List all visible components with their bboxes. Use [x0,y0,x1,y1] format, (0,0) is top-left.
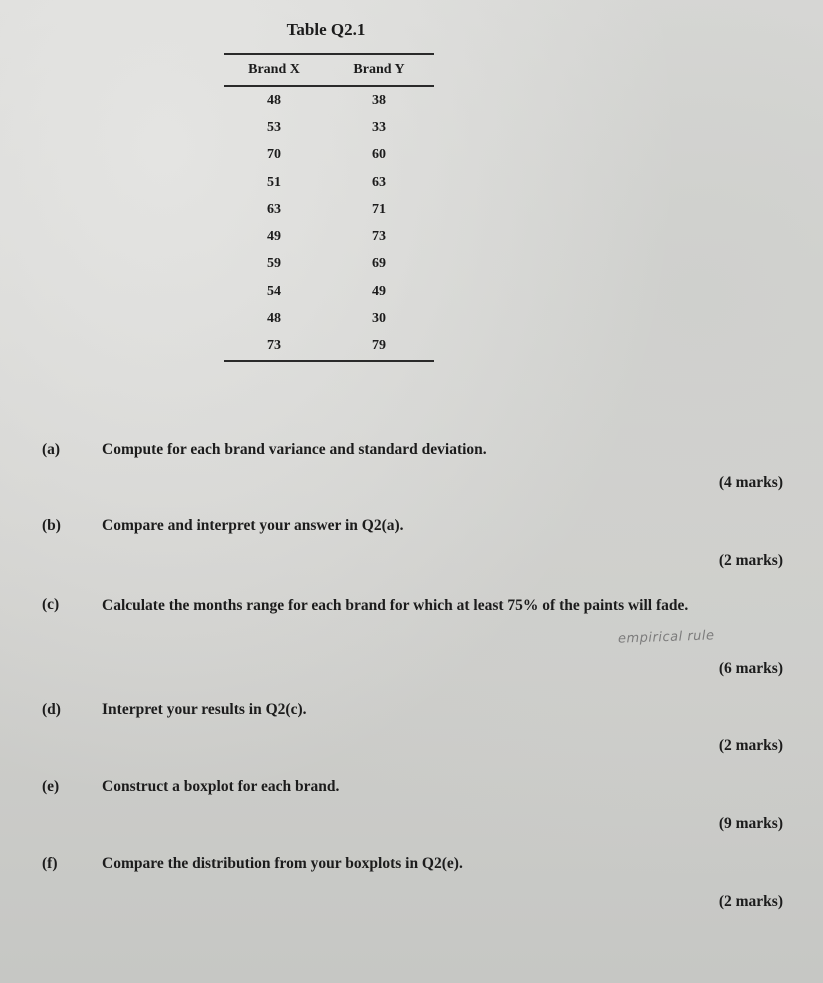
table-caption: Table Q2.1 [286,20,366,39]
question-label: (a) [42,441,61,458]
question-text: Compute for each brand variance and standard deviation. [102,441,487,458]
cell-brand-y: 33 [372,119,386,135]
question-label: (d) [42,701,61,718]
cell-brand-x: 48 [267,92,281,108]
cell-brand-x: 70 [267,147,281,163]
cell-brand-x: 63 [267,201,281,217]
marks-a: (4 marks) [718,474,783,491]
table-row [224,333,434,361]
cell-brand-y: 49 [372,283,386,299]
table-row [224,196,434,223]
question-label: (c) [42,596,60,613]
question-text: Interpret your results in Q2(c). [102,701,307,718]
table-row [224,142,434,169]
cell-brand-y: 79 [324,333,434,361]
table-row [224,223,434,250]
header-brand-x: Brand X [224,54,324,86]
header-brand-y: Brand Y [324,54,434,86]
cell-brand-x: 59 [267,256,281,272]
question-label: (b) [42,517,61,534]
marks-b: (2 marks) [718,552,783,569]
question-text: Compare the distribution from your boxplots in Q2(e). [102,855,463,872]
marks-f: (2 marks) [718,893,783,910]
cell-brand-y: 60 [372,147,386,163]
question-text: Compare and interpret your answer in Q2(a). [102,517,404,534]
cell-brand-y: 30 [372,311,386,327]
table-row [224,169,434,196]
cell-brand-y: 38 [372,92,386,108]
cell-brand-x: 48 [267,311,281,327]
marks-d: (2 marks) [718,737,783,754]
table-row [224,114,434,141]
marks-e: (9 marks) [718,815,783,832]
question-label: (e) [42,778,60,795]
table-row [224,251,434,278]
cell-brand-x: 51 [267,174,281,190]
question-label: (f) [42,855,58,872]
marks-c: (6 marks) [718,660,783,677]
cell-brand-x: 73 [224,333,324,361]
question-text: Construct a boxplot for each brand. [102,778,340,795]
question-text: Calculate the months range for each brand for which at least 75% of the paints will fade. [102,597,689,614]
cell-brand-x: 49 [267,229,281,245]
table-row [224,305,434,332]
table-row [224,86,434,114]
cell-brand-y: 73 [372,229,386,245]
table-row [224,278,434,305]
brand-data-table [224,53,434,362]
handwritten-note: empirical rule [617,628,715,647]
table-header-row [224,54,434,86]
cell-brand-y: 71 [372,201,386,217]
cell-brand-x: 53 [267,119,281,135]
cell-brand-y: 63 [372,174,386,190]
cell-brand-y: 69 [372,256,386,272]
cell-brand-x: 54 [267,283,281,299]
